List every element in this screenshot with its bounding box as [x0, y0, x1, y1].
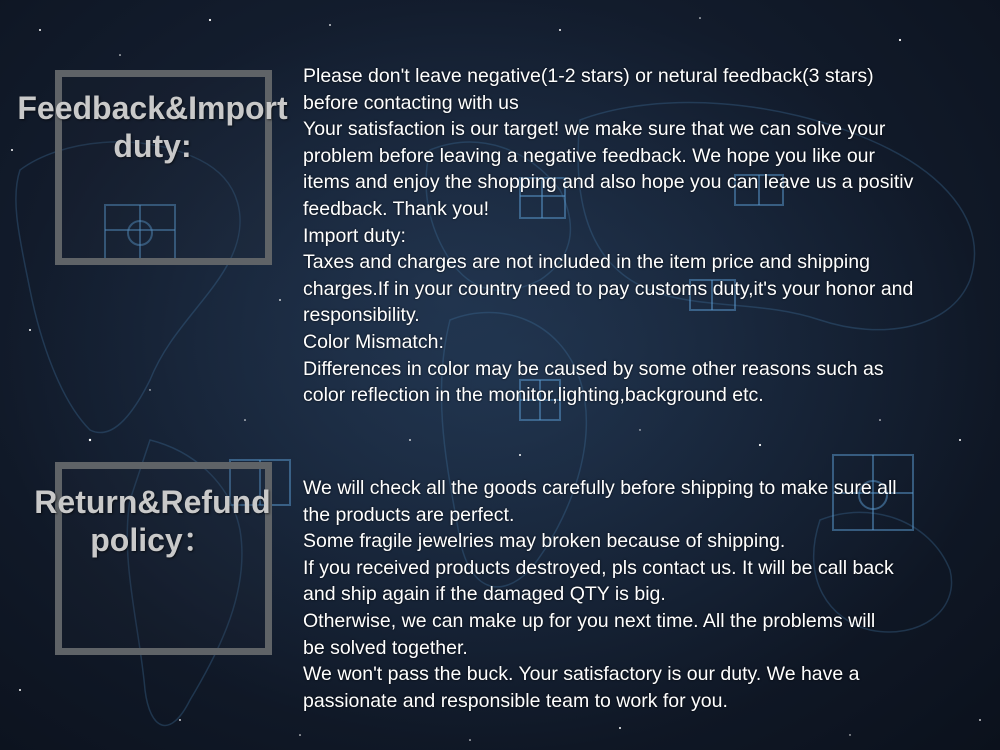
- text-line: Taxes and charges are not included in the item price and shipping: [303, 251, 870, 274]
- heading-line: duty:: [113, 128, 192, 164]
- text-line: feedback. Thank you!: [303, 197, 490, 220]
- text-line: Some fragile jewelries may broken because of shipping.: [303, 530, 786, 553]
- text-line: Color Mismatch:: [303, 330, 444, 353]
- text-line: problem before leaving a negative feedback. We hope you like our: [303, 144, 876, 167]
- heading-line: Feedback&Import: [17, 90, 288, 126]
- heading-line: policy：: [90, 522, 215, 558]
- return-refund-policy-heading: [10, 483, 295, 559]
- feedback-import-duty-text: [303, 63, 1000, 409]
- text-line: Your satisfaction is our target! we make sure that we can solve your: [303, 118, 886, 141]
- text-line: before contacting with us: [303, 91, 519, 114]
- text-line: We won't pass the buck. Your satisfactory is our duty. We have a: [303, 663, 860, 686]
- text-line: charges.If in your country need to pay customs duty,it's your honor and: [303, 277, 914, 300]
- feedback-import-duty-heading: [0, 89, 305, 165]
- text-line: the products are perfect.: [303, 503, 515, 526]
- text-line: and ship again if the damaged QTY is big.: [303, 583, 666, 606]
- text-line: be solved together.: [303, 636, 468, 659]
- text-line: We will check all the goods carefully before shipping to make sure all: [303, 477, 897, 499]
- text-line: color reflection in the monitor,lighting,background etc.: [303, 384, 764, 407]
- text-line: Differences in color may be caused by some other reasons such as: [303, 357, 884, 380]
- text-line: passionate and responsible team to work for you.: [303, 689, 728, 712]
- text-line: items and enjoy the shopping and also hope you can leave us a positiv: [303, 171, 914, 194]
- text-line: Otherwise, we can make up for you next time. All the problems will: [303, 609, 876, 632]
- text-line: Please don't leave negative(1-2 stars) or netural feedback(3 stars): [303, 65, 874, 87]
- text-line: Import duty:: [303, 224, 406, 247]
- text-line: responsibility.: [303, 304, 420, 327]
- text-line: If you received products destroyed, pls contact us. It will be call back: [303, 556, 894, 579]
- return-refund-policy-text: [303, 475, 1000, 714]
- heading-line: Return&Refund: [34, 484, 271, 520]
